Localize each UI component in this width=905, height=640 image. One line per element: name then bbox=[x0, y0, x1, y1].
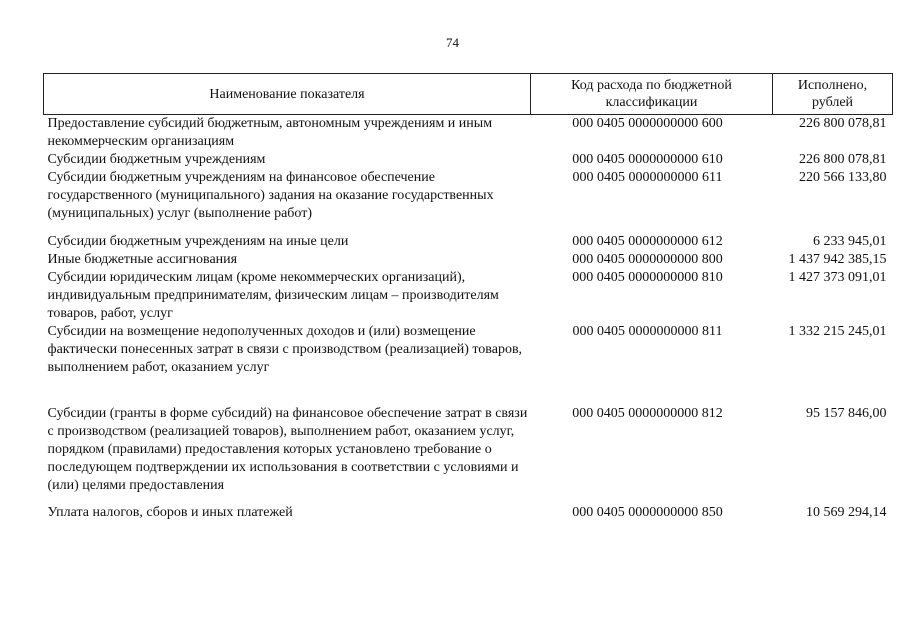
row-executed-amount: 10 569 294,14 bbox=[806, 505, 887, 520]
table-row bbox=[44, 269, 893, 323]
table-row bbox=[44, 504, 893, 522]
header-executed-amount: Исполнено, рублей bbox=[773, 74, 893, 115]
table-row bbox=[44, 405, 893, 504]
table-row bbox=[44, 251, 893, 269]
row-executed-amount: 226 800 078,81 bbox=[799, 116, 887, 131]
row-indicator-name: Субсидии (гранты в форме субсидий) на финансовое обеспечение затрат в связи с производством (реализацией товаров), выполнением работ, оказанием услуг, порядком (правилами) предоставления которых установлено требование о последующем подтверждении их использования в соответствии с условиями и (или) целями предоставления bbox=[47, 406, 528, 493]
row-indicator-name: Субсидии бюджетным учреждениям на иные цели bbox=[47, 234, 349, 249]
row-budget-code: 000 0405 0000000000 610 bbox=[572, 152, 723, 167]
row-indicator-name: Субсидии бюджетным учреждениям bbox=[47, 152, 266, 167]
row-executed-amount: 1 427 373 091,01 bbox=[788, 270, 887, 285]
row-indicator-name: Предоставление субсидий бюджетным, автономным учреждениям и иным некоммерческим организациям bbox=[47, 116, 493, 149]
table-row bbox=[44, 151, 893, 169]
row-executed-amount: 6 233 945,01 bbox=[813, 234, 887, 249]
row-budget-code: 000 0405 0000000000 612 bbox=[572, 234, 723, 249]
row-indicator-name: Субсидии юридическим лицам (кроме некоммерческих организаций), индивидуальным предпринимателям, физическим лицам – производителям товаров, работ, услуг bbox=[47, 270, 499, 321]
table-row bbox=[44, 115, 893, 152]
header-budget-code: Код расхода по бюджетной классификации bbox=[531, 74, 773, 115]
row-executed-amount: 95 157 846,00 bbox=[806, 406, 887, 421]
row-budget-code: 000 0405 0000000000 850 bbox=[572, 505, 723, 520]
table-row bbox=[44, 233, 893, 251]
row-budget-code: 000 0405 0000000000 611 bbox=[572, 170, 723, 185]
row-budget-code: 000 0405 0000000000 800 bbox=[572, 252, 723, 267]
row-indicator-name: Субсидии на возмещение недополученных доходов и (или) возмещение фактически понесенных затрат в связи с производством (реализацией) товаров, выполнением работ, оказанием услуг bbox=[47, 324, 523, 375]
row-budget-code: 000 0405 0000000000 810 bbox=[572, 270, 723, 285]
row-indicator-name: Уплата налогов, сборов и иных платежей bbox=[47, 505, 293, 520]
row-indicator-name: Иные бюджетные ассигнования bbox=[47, 252, 238, 267]
header-indicator-name: Наименование показателя bbox=[44, 74, 531, 115]
row-executed-amount: 226 800 078,81 bbox=[799, 152, 887, 167]
row-executed-amount: 1 332 215 245,01 bbox=[788, 324, 887, 339]
table-row bbox=[44, 169, 893, 233]
table-header-row bbox=[44, 74, 893, 115]
row-budget-code: 000 0405 0000000000 811 bbox=[572, 324, 723, 339]
budget-execution-table bbox=[43, 73, 893, 522]
table-row bbox=[44, 323, 893, 405]
row-budget-code: 000 0405 0000000000 812 bbox=[572, 406, 723, 421]
row-indicator-name: Субсидии бюджетным учреждениям на финансовое обеспечение государственного (муниципального) задания на оказание государственных (муниципальных) услуг (выполнение работ) bbox=[47, 170, 494, 221]
page-number: 74 bbox=[446, 35, 459, 50]
row-executed-amount: 220 566 133,80 bbox=[799, 170, 887, 185]
row-budget-code: 000 0405 0000000000 600 bbox=[572, 116, 723, 131]
row-executed-amount: 1 437 942 385,15 bbox=[788, 252, 887, 267]
